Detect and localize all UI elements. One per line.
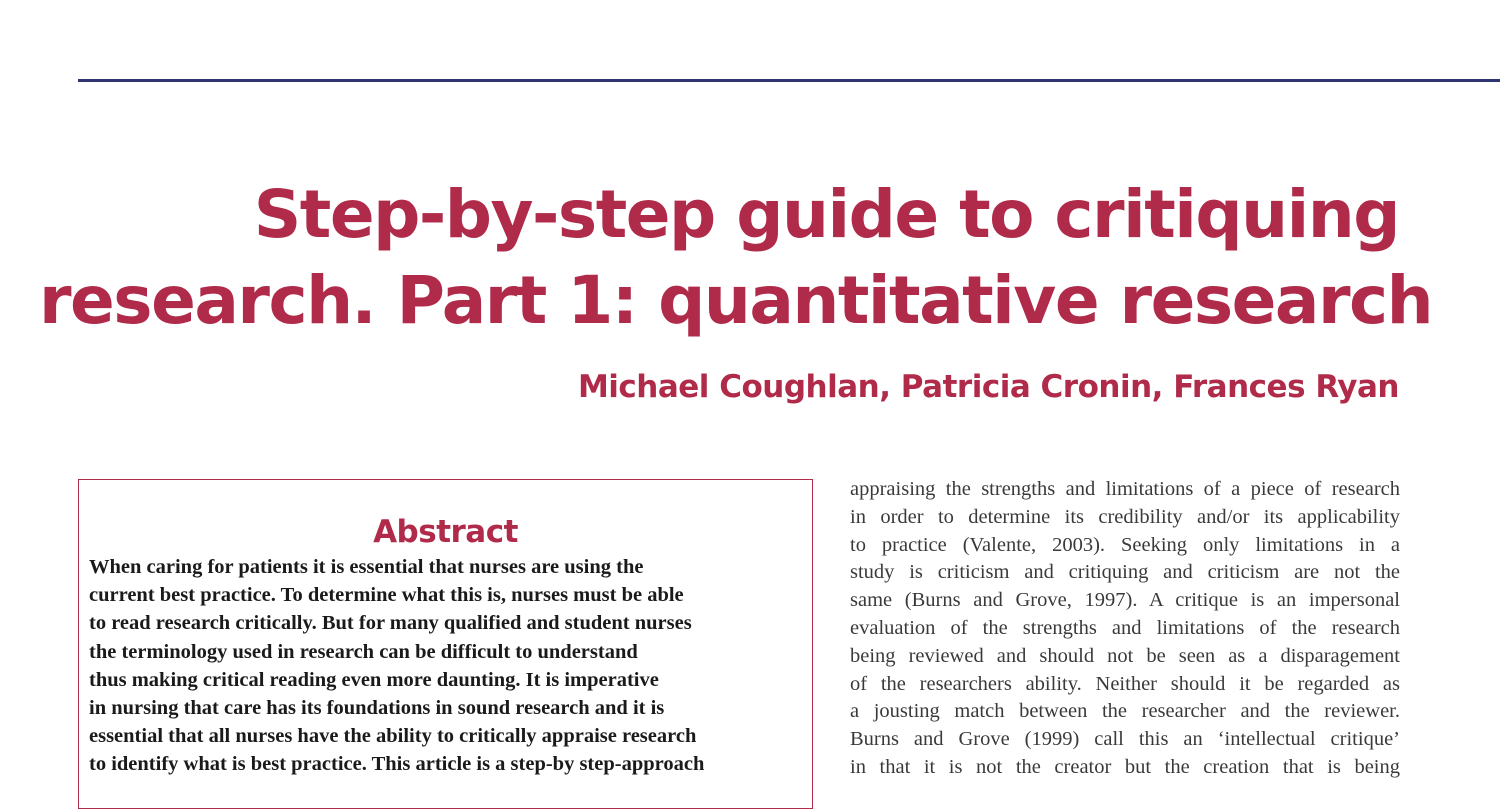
abstract-text (89, 553, 801, 779)
abstract-line: thus making critical reading even more daunting. It is imperative (89, 668, 659, 691)
abstract-line: to identify what is best practice. This article is a step-by step-approach (89, 753, 705, 776)
body-line: study is criticism and critiquing and criticism are not the (850, 561, 1400, 584)
body-line: appraising the strengths and limitations of a piece of research (850, 478, 1400, 500)
body-line: being reviewed and should not be seen as a disparagement (850, 644, 1400, 667)
body-line: evaluation of the strengths and limitations of the research (850, 616, 1400, 639)
abstract-line: the terminology used in research can be difficult to understand (89, 640, 638, 663)
abstract-line: in nursing that care has its foundations in sound research and it is (89, 697, 665, 720)
body-line: of the researchers ability. Neither should it be regarded as (850, 672, 1400, 695)
title-line-2: research. Part 1: quantitative research (39, 262, 1433, 339)
abstract-heading: Abstract (373, 514, 518, 550)
abstract-line: to read research critically. But for many qualified and student nurses (89, 612, 692, 635)
title-line-1: Step-by-step guide to critiquing (253, 176, 1399, 253)
abstract-line: essential that all nurses have the ability to critically appraise research (89, 725, 697, 748)
body-line: in order to determine its credibility and/or its applicability (850, 505, 1400, 528)
abstract-line: When caring for patients it is essential that nurses are using the (89, 556, 644, 578)
body-line: a jousting match between the researcher and the reviewer. (850, 700, 1400, 723)
author-list: Michael Coughlan, Patricia Cronin, Frances Ryan (577, 369, 1399, 405)
body-text-column (850, 476, 1400, 782)
abstract-box (78, 479, 813, 809)
body-line: Burns and Grove (1999) call this an ‘intellectual critique’ (850, 728, 1400, 751)
body-line: in that it is not the creator but the creation that is being (850, 755, 1400, 778)
header-rule (78, 79, 1500, 82)
abstract-line: current best practice. To determine what this is, nurses must be able (89, 584, 684, 607)
body-line: same (Burns and Grove, 1997). A critique is an impersonal (850, 589, 1400, 612)
article-title (39, 172, 1433, 344)
body-line: to practice (Valente, 2003). Seeking only limitations in a (850, 533, 1400, 556)
